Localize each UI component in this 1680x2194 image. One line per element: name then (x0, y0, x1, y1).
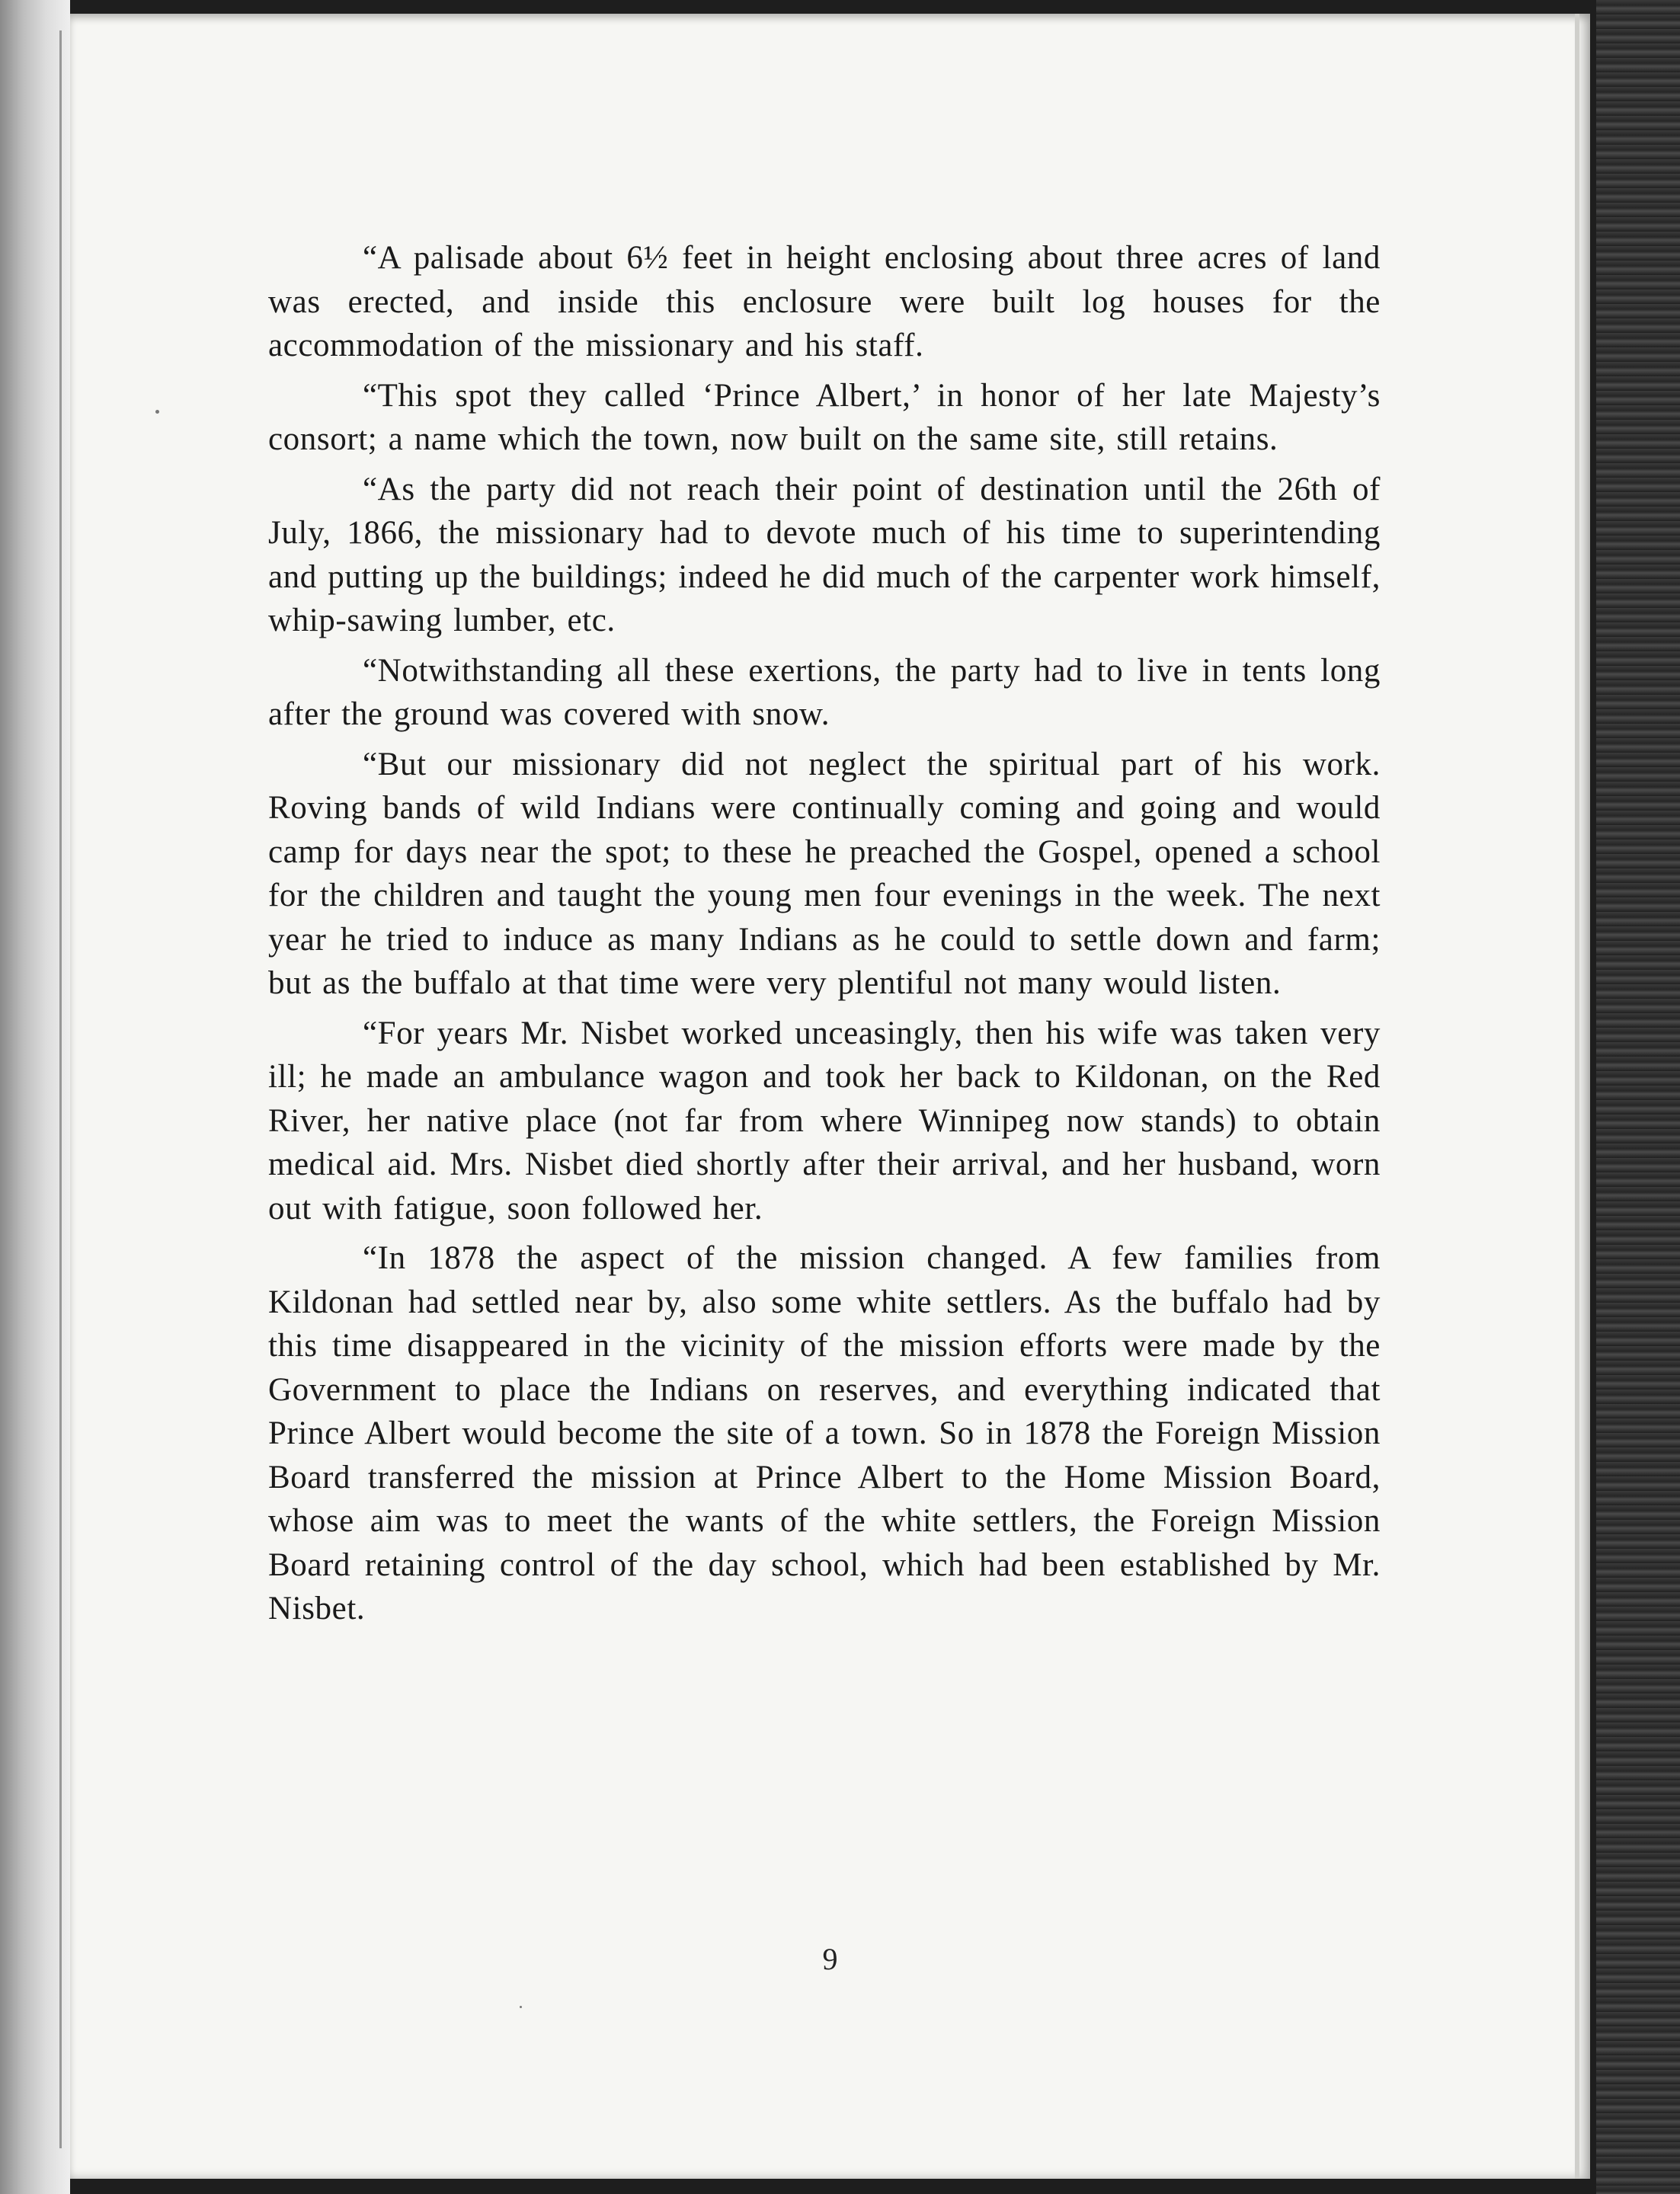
page-number: 9 (822, 1942, 838, 1976)
scan-speck (520, 2006, 522, 2008)
book-page (70, 14, 1590, 2179)
paragraph-1878-changes: “In 1878 the aspect of the mission changed. A few families from Kildonan had settled near by, also some white settlers. As the buffalo had by this time disappeared in the vicinity of the mission efforts were made by the Government to place the Indians on reserves, and everything indicated that Prince Albert would become the site of a town. So in 1878 the Foreign Mission Board transferred the mission at Prince Albert to the Home Mission Board, whose aim was to meet the wants of the white settlers, the Foreign Mission Board retaining control of the day school, which had been established by Mr. Nisbet. (268, 1240, 1381, 1626)
scan-speck (155, 410, 159, 414)
page-edge (1575, 14, 1579, 2179)
paragraph-tents: “Notwithstanding all these exertions, the party had to live in tents long after the ground was covered with snow. (268, 652, 1381, 732)
paragraph-prince-albert-name: “This spot they called ‘Prince Albert,’ in honor of her late Majesty’s consort; a name which the town, now built on the same site, still retains. (268, 377, 1381, 457)
paragraph-arrival-1866: “As the party did not reach their point of destination until the 26th of July, 1866, the missionary had to devote much of his time to superintending and putting up the buildings; indeed he did much of the carpenter work himself, whip-sawing lumber, etc. (268, 471, 1381, 638)
dark-background-right (1596, 0, 1680, 2194)
paragraph-nisbet-illness: “For years Mr. Nisbet worked unceasingly, then his wife was taken very ill; he made an ambulance wagon and took her back to Kildonan, on the Red River, her native place (not far from where Winnipeg now stands) to obtain medical aid. Mrs. Nisbet died shortly after their arrival, and her husband, worn out with fatigue, soon followed her. (268, 1015, 1381, 1227)
paragraph-palisade: “A palisade about 6½ feet in height enclosing about three acres of land was erected, and inside this enclosure were built log houses for the accommodation of the missionary and his staff. (268, 240, 1381, 363)
paragraph-spiritual-work: “But our missionary did not neglect the spiritual part of his work. Roving bands of wild Indians were continually coming and going and would camp for days near the spot; to these he preached the Gospel, opened a school for the children and taught the young men four evenings in the week. The next year he tried to induce as many Indians as he could to settle down and farm; but as the buffalo at that time were very plentiful not many would listen. (268, 746, 1381, 1001)
book-binding-left (0, 0, 70, 2194)
body-text (268, 236, 1381, 1637)
